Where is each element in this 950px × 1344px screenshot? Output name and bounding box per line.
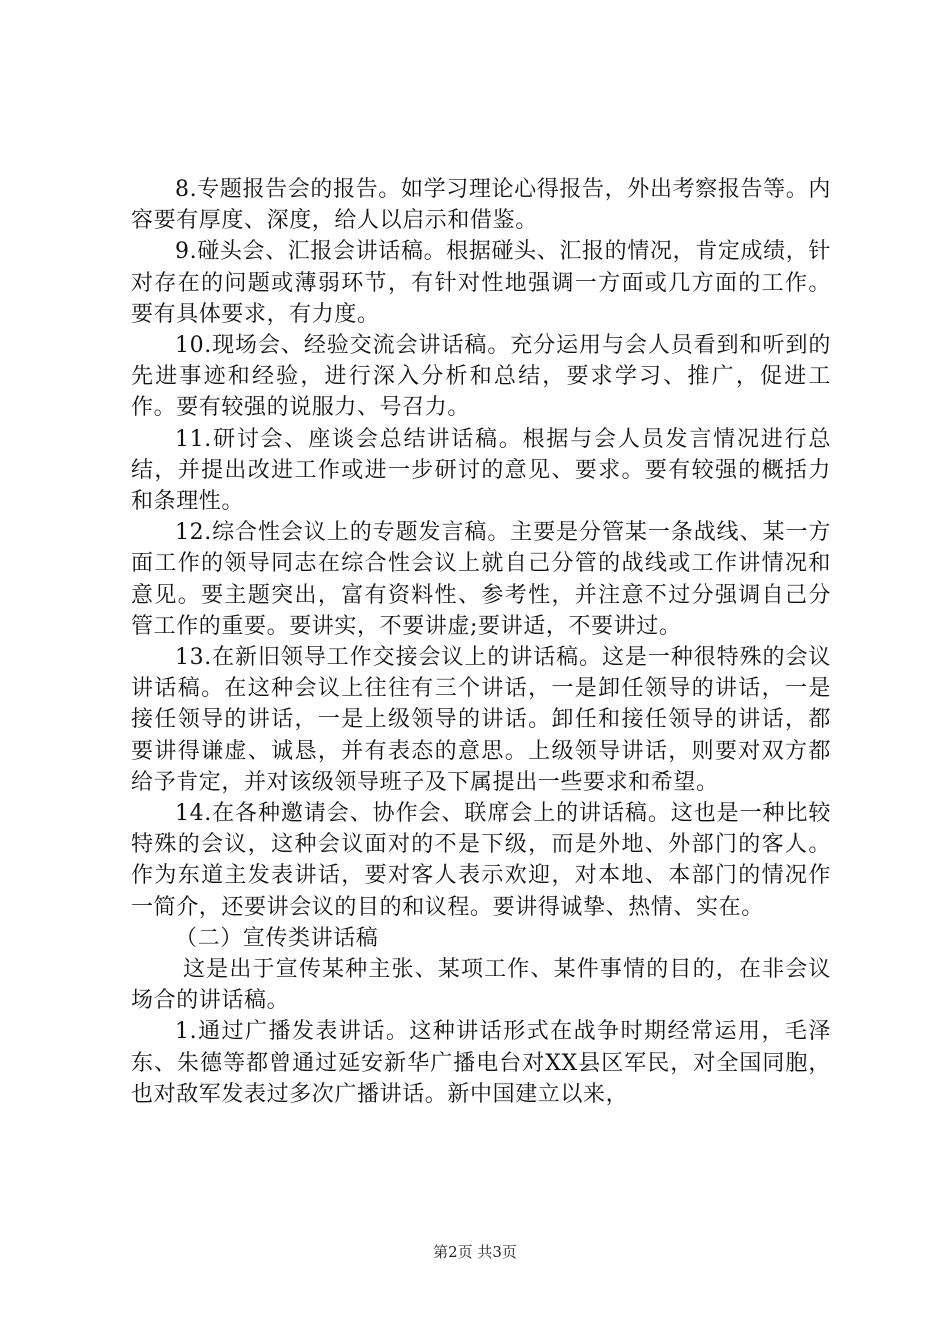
section-intro: 这是出于宣传某种主张、某项工作、某件事情的目的，在非会议场合的讲话稿。 (131, 957, 831, 1014)
paragraph-11: 11.研讨会、座谈会总结讲话稿。根据与会人员发言情况进行总结，并提出改进工作或进一步研讨的意见、要求。要有较强的概括力和条理性。 (131, 426, 831, 515)
paragraph-8: 8.专题报告会的报告。如学习理论心得报告，外出考察报告等。内容要有厚度、深度，给人以启示和借鉴。 (131, 177, 831, 234)
paragraph-10: 10.现场会、经验交流会讲话稿。充分运用与会人员看到和听到的先进事迹和经验，进行深入分析和总结，要求学习、推广，促进工作。要有较强的说服力、号召力。 (131, 333, 831, 421)
section-heading: （二）宣传类讲话稿 (175, 925, 379, 951)
paragraph-9: 9.碰头会、汇报会讲话稿。根据碰头、汇报的情况，肯定成绩，针对存在的问题或薄弱环节，有针对性地强调一方面或几方面的工作。要有具体要求，有力度。 (131, 239, 831, 327)
document-body (131, 174, 831, 1110)
page-footer: 第2页 共3页 (433, 1243, 517, 1261)
paragraph-12: 12.综合性会议上的专题发言稿。主要是分管某一条战线、某一方面工作的领导同志在综合性会议上就自己分管的战线或工作讲情况和意见。要主题突出，富有资料性、参考性，并注意不过分强调自己分管工作的重要。要讲实，不要讲虚;要讲适，不要讲过。 (131, 520, 831, 639)
paragraph-13: 13.在新旧领导工作交接会议上的讲话稿。这是一种很特殊的会议讲话稿。在这种会议上往往有三个讲话，一是卸任领导的讲话，一是接任领导的讲话，一是上级领导的讲话。卸任和接任领导的讲话，都要讲得谦虚、诚恳，并有表态的意思。上级领导讲话，则要对双方都给予肯定，并对该级领导班子及下属提出一些要求和希望。 (131, 645, 831, 795)
paragraph-1: 1.通过广播发表讲话。这种讲话形式在战争时期经常运用，毛泽东、朱德等都曾通过延安新华广播电台对XX县区军民，对全国同胞，也对敌军发表过多次广播讲话。新中国建立以来， (131, 1019, 831, 1107)
paragraph-14: 14.在各种邀请会、协作会、联席会上的讲话稿。这也是一种比较特殊的会议，这种会议面对的不是下级，而是外地、外部门的客人。作为东道主发表讲话，要对客人表示欢迎，对本地、本部门的情况作一简介，还要讲会议的目的和议程。要讲得诚挚、热情、实在。 (131, 801, 831, 920)
